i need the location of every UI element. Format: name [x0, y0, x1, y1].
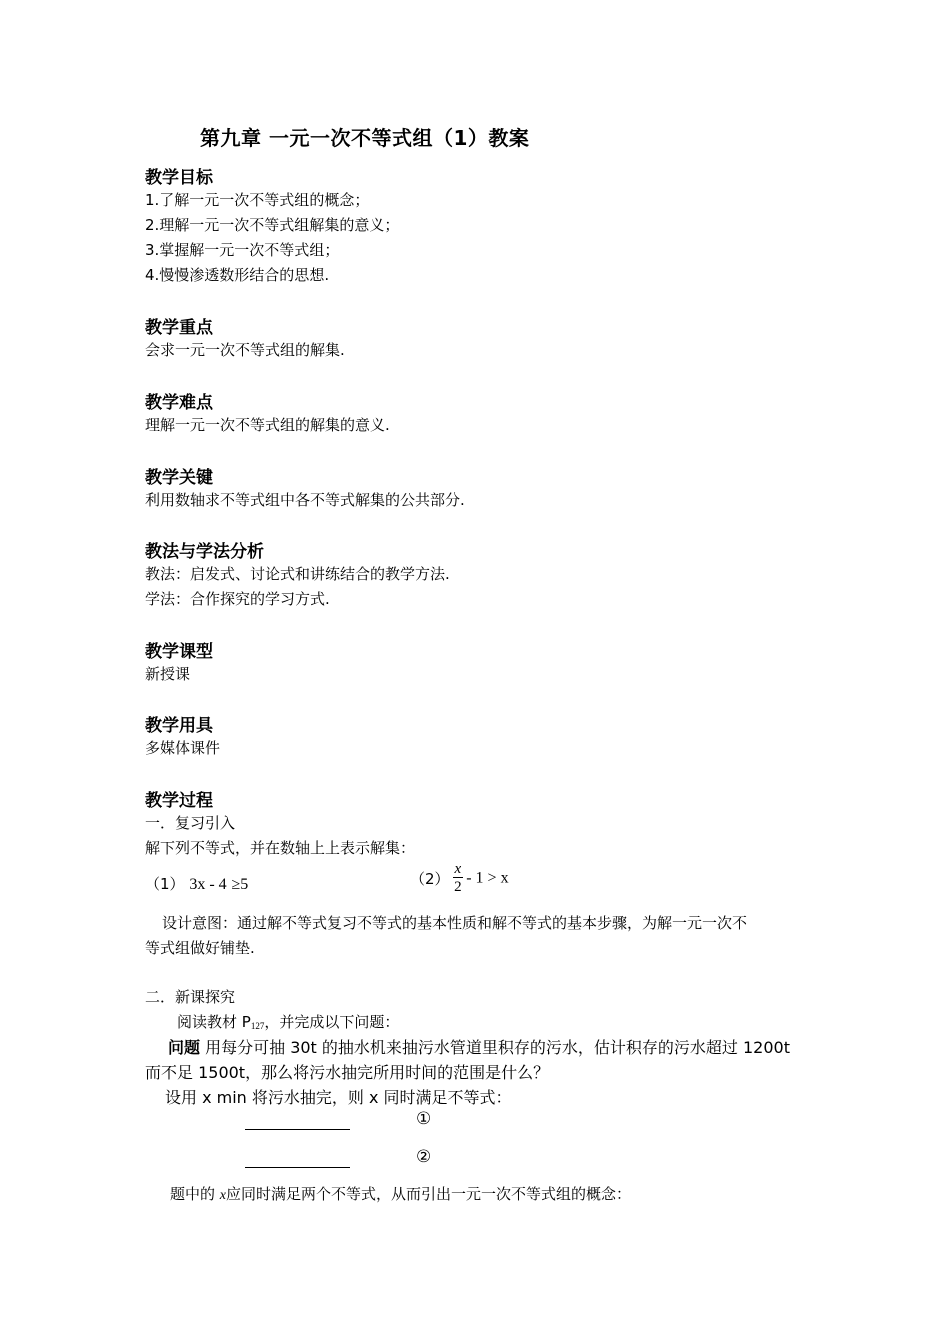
reading-prefix: 阅读教材 P [177, 1013, 251, 1031]
circled-mark-1: ① [416, 1109, 432, 1129]
objective-item: 1.了解一元一次不等式组的概念； [145, 191, 370, 209]
heading-objectives: 教学目标 [145, 168, 213, 188]
conclusion-suffix: 应同时满足两个不等式，从而引出一元一次不等式组的概念： [226, 1185, 632, 1203]
heading-difficulties: 教学难点 [145, 393, 213, 413]
objective-item: 4.慢慢渗透数形结合的思想. [145, 266, 330, 284]
problem-line2: 而不足 1500t，那么将污水抽完所用时间的范围是什么？ [145, 1063, 550, 1082]
problem-label: 问题 [168, 1038, 201, 1057]
tools-text: 多媒体课件 [145, 739, 221, 757]
heading-tools: 教学用具 [145, 716, 213, 736]
heading-methods: 教法与学法分析 [145, 542, 264, 562]
inequality-2-rest: - 1 > x [466, 869, 509, 887]
page-title: 第九章 一元一次不等式组（1）教案 [200, 126, 530, 150]
teaching-method-text: 教法：启发式、讨论式和讲练结合的教学方法. [145, 565, 450, 583]
key-points-text: 会求一元一次不等式组的解集. [145, 341, 345, 359]
fraction-numerator: x [454, 861, 462, 877]
problem-line1 [168, 1035, 790, 1058]
reading-instruction [177, 1011, 399, 1032]
objective-item: 3.掌握解一元一次不等式组； [145, 241, 340, 259]
difficulties-text: 理解一元一次不等式组的解集的意义. [145, 416, 390, 434]
heading-lesson-type: 教学课型 [145, 642, 213, 662]
design-intent-line2: 等式组做好铺垫. [145, 939, 255, 957]
heading-key: 教学关键 [145, 468, 213, 488]
section1-instruction: 解下列不等式，并在数轴上上表示解集： [145, 839, 416, 857]
key-text: 利用数轴求不等式组中各不等式解集的公共部分. [145, 491, 465, 509]
conclusion-prefix: 题中的 [170, 1185, 216, 1203]
inequality-1-label: （1） [145, 875, 185, 893]
conclusion-variable: x [219, 1188, 227, 1203]
inequality-2-label: （2） [410, 870, 450, 888]
setup-text: 设用 x min 将污水抽完，则 x 同时满足不等式： [165, 1088, 512, 1107]
learning-method-text: 学法：合作探究的学习方式. [145, 590, 330, 608]
inequality-1-lhs: 3x - 4 [189, 876, 227, 893]
answer-blank-2[interactable] [245, 1167, 350, 1168]
inequality-2 [410, 862, 509, 895]
problem-text: 用每分可抽 30t 的抽水机来抽污水管道里积存的污水，估计积存的污水超过 1200t [200, 1038, 790, 1057]
objective-item: 2.理解一元一次不等式组解集的意义； [145, 216, 400, 234]
page-number-subscript: 127 [250, 1021, 265, 1031]
conclusion-text [170, 1183, 631, 1204]
inequality-1-rel: ≥5 [231, 876, 249, 893]
inequality-2-fraction [453, 862, 464, 895]
reading-suffix: ，并完成以下问题： [264, 1013, 400, 1031]
section2-title: 二．新课探究 [145, 988, 236, 1006]
heading-process: 教学过程 [145, 791, 213, 811]
section1-title: 一．复习引入 [145, 814, 236, 832]
inequality-1 [145, 873, 248, 894]
answer-blank-1[interactable] [245, 1129, 350, 1130]
design-intent-line1: 设计意图：通过解不等式复习不等式的基本性质和解不等式的基本步骤，为解一元一次不 [162, 914, 748, 932]
fraction-denominator: 2 [454, 879, 462, 895]
circled-mark-2: ② [416, 1147, 432, 1167]
heading-key-points: 教学重点 [145, 318, 213, 338]
lesson-type-text: 新授课 [145, 665, 191, 683]
